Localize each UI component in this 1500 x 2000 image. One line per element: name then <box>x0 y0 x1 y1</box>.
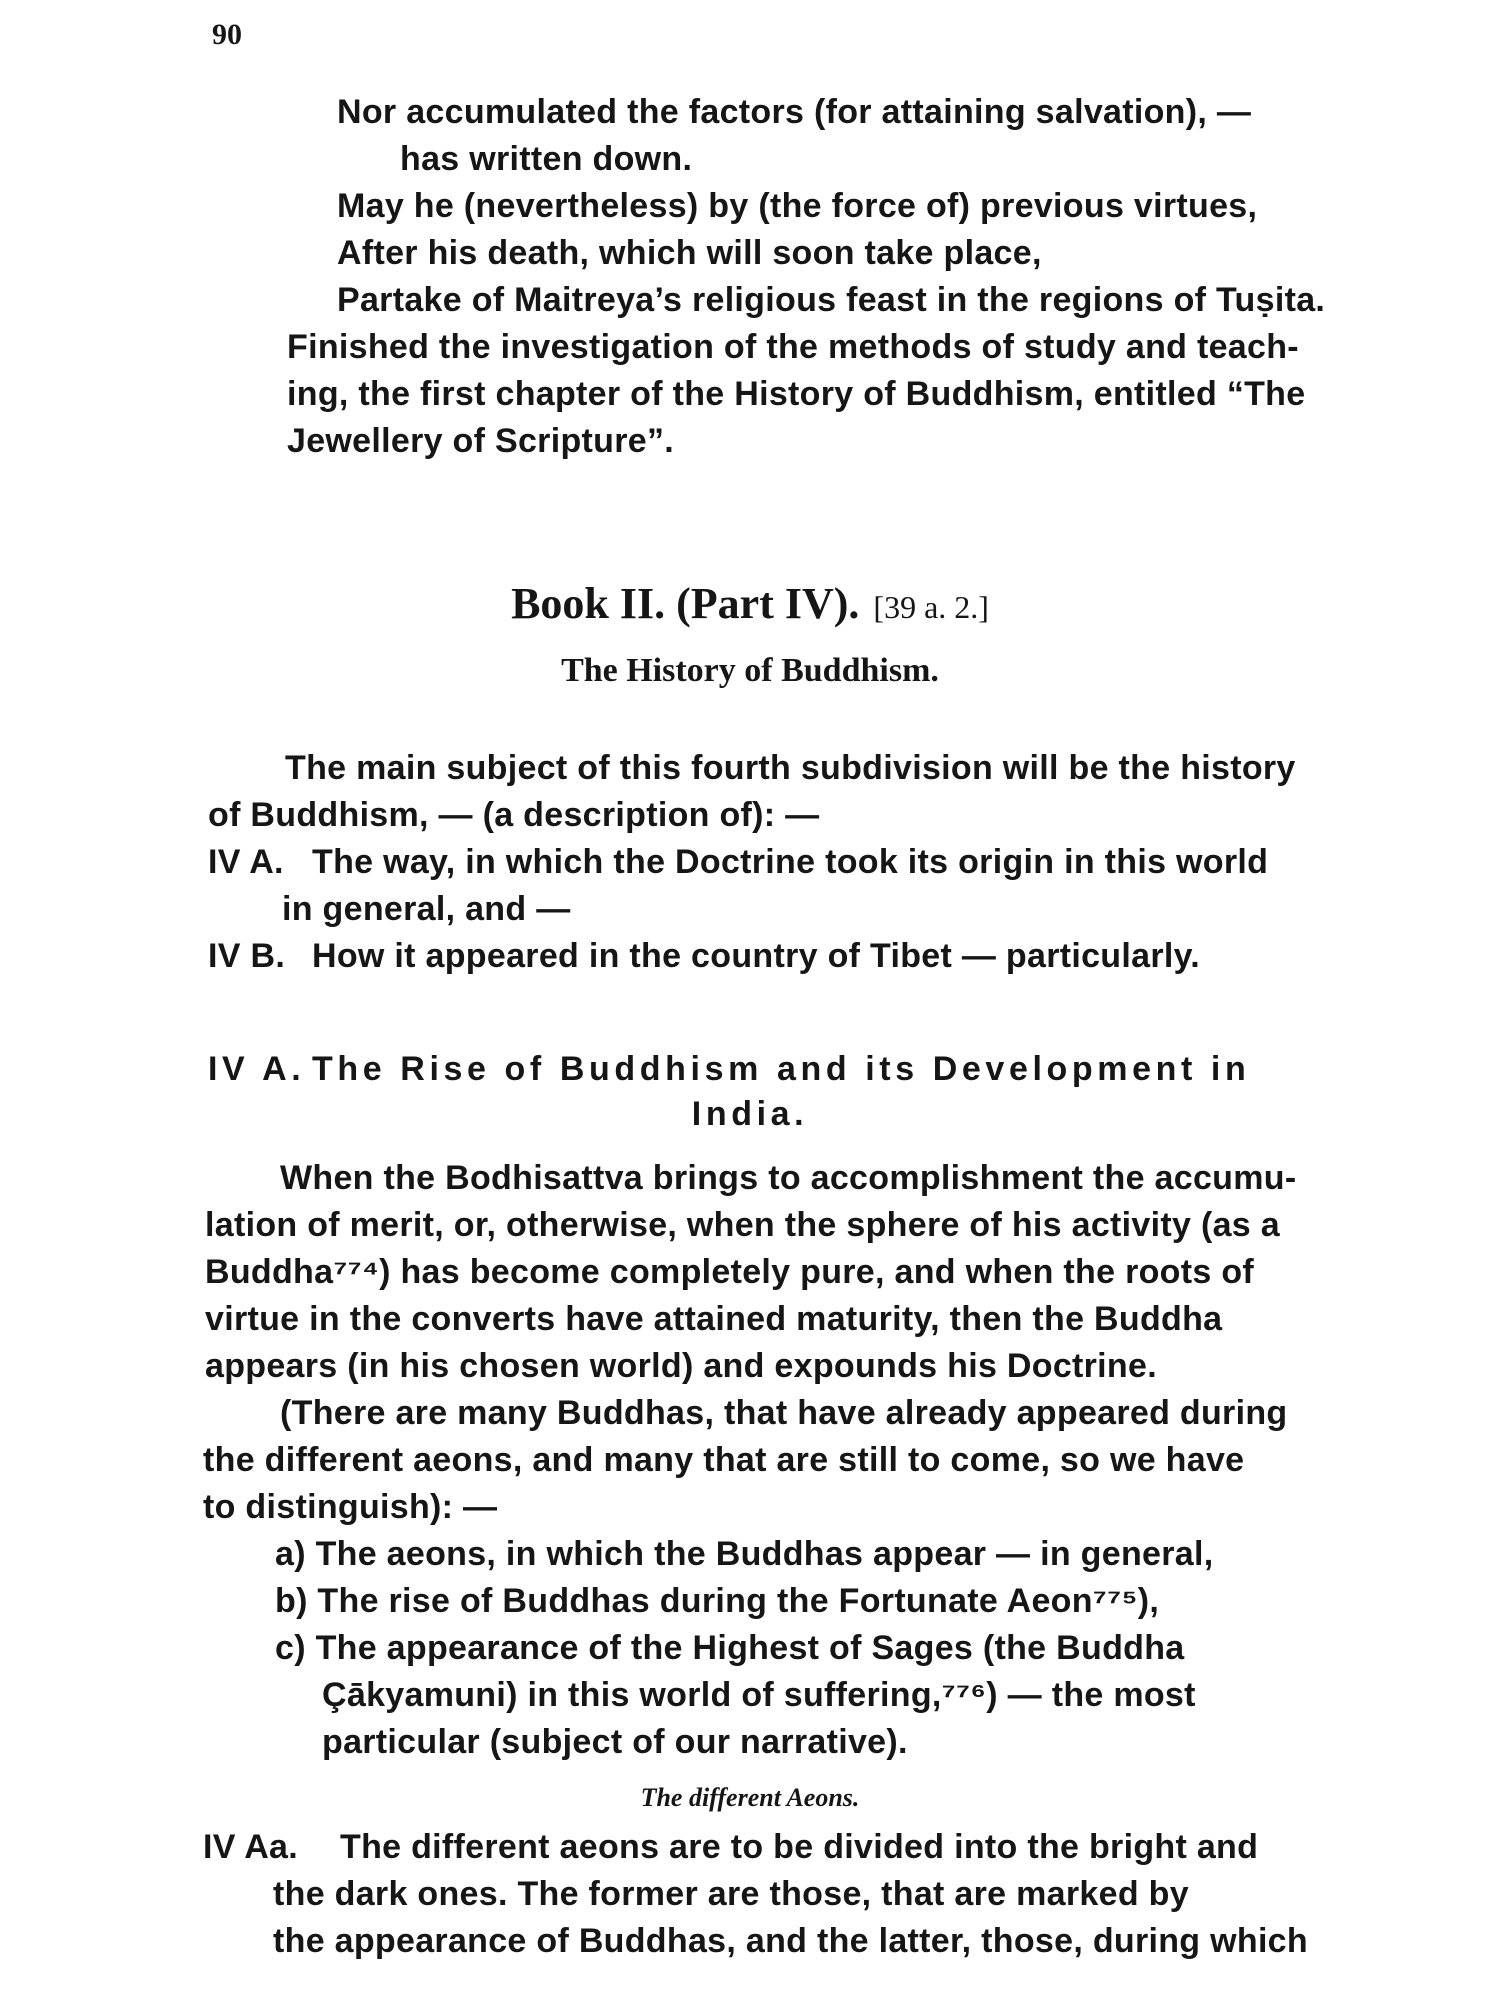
body-line: the dark ones. The former are those, that are marked by <box>273 1875 1189 1913</box>
body-line: Buddha⁷⁷⁴) has become completely pure, and when the roots of <box>205 1253 1255 1291</box>
body-line: Finished the investigation of the methods of study and teach- <box>287 328 1299 366</box>
verse-line: May he (nevertheless) by (the force of) previous virtues, <box>337 187 1258 225</box>
verse-line: After his death, which will soon take place, <box>337 234 1042 272</box>
body-line: Jewellery of Scripture”. <box>287 422 675 460</box>
body-line: The way, in which the Doctrine took its origin in this world <box>312 843 1269 881</box>
book-title <box>0 578 1500 629</box>
body-line: virtue in the converts have attained maturity, then the Buddha <box>205 1300 1223 1338</box>
verse-line: Partake of Maitreya’s religious feast in the regions of Tuṣita. <box>337 281 1326 319</box>
body-line: in general, and — <box>282 890 571 928</box>
body-line: When the Bodhisattva brings to accomplishment the accumu- <box>280 1159 1297 1197</box>
list-item: a) The aeons, in which the Buddhas appear — in general, <box>275 1535 1214 1573</box>
body-line: the appearance of Buddhas, and the latter, those, during which <box>273 1922 1308 1960</box>
item-label: IV Aa. <box>203 1828 299 1866</box>
section-heading: The Rise of Buddhism and its Development in <box>312 1050 1251 1088</box>
body-line: lation of merit, or, otherwise, when the sphere of his activity (as a <box>205 1206 1280 1244</box>
section-heading-continued: India. <box>691 1095 809 1133</box>
body-line: of Buddhism, — (a description of): — <box>208 796 820 834</box>
item-label: IV A. <box>208 843 284 881</box>
item-label: IV B. <box>208 937 286 975</box>
verse-line: has written down. <box>400 140 693 178</box>
body-line: to distinguish): — <box>203 1488 498 1526</box>
body-line: How it appeared in the country of Tibet — particularly. <box>312 937 1201 975</box>
section-label: IV A. <box>208 1050 306 1088</box>
body-line: the different aeons, and many that are still to come, so we have <box>203 1441 1245 1479</box>
body-line: (There are many Buddhas, that have already appeared during <box>280 1394 1288 1432</box>
verse-line: Nor accumulated the factors (for attaining salvation), — <box>337 93 1252 131</box>
book-title-main: Book II. (Part IV). <box>511 579 860 628</box>
page-number: 90 <box>212 18 242 51</box>
list-item-continued: Çākyamuni) in this world of suffering,⁷⁷⁶) — the most <box>322 1676 1196 1714</box>
list-item: b) The rise of Buddhas during the Fortunate Aeon⁷⁷⁵), <box>275 1582 1160 1620</box>
list-item: c) The appearance of the Highest of Sages (the Buddha <box>275 1629 1185 1667</box>
body-line: appears (in his chosen world) and expounds his Doctrine. <box>205 1347 1157 1385</box>
body-line: The different aeons are to be divided into the bright and <box>340 1828 1259 1866</box>
list-item-continued: particular (subject of our narrative). <box>322 1723 908 1761</box>
body-line: ing, the first chapter of the History of Buddhism, entitled “The <box>287 375 1306 413</box>
book-subtitle: The History of Buddhism. <box>561 652 939 689</box>
body-line: The main subject of this fourth subdivision will be the history <box>285 749 1296 787</box>
book-title-reference: [39 a. 2.] <box>873 589 989 625</box>
section-caption: The different Aeons. <box>640 1783 860 1812</box>
